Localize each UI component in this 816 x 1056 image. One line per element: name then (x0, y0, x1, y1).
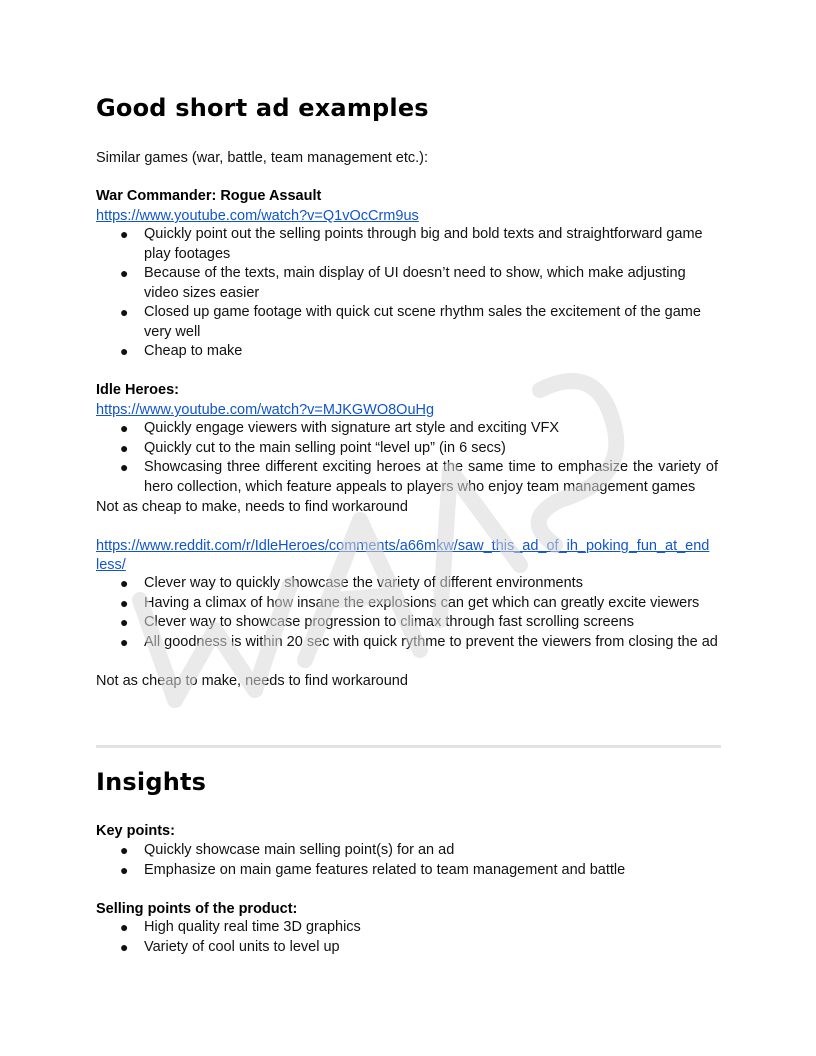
link-reddit-post[interactable]: https://www.reddit.com/r/IdleHeroes/comments/a66mkw/saw_this_ad_of_ih_poking_fun_at_end (96, 538, 710, 554)
bullet-icon: ● (120, 861, 129, 878)
bullet-icon: ● (120, 614, 129, 630)
list-item: ● Quickly point out the selling points through big and bold texts and straightforward game play footages (120, 226, 703, 262)
list-item: ● Quickly engage viewers with signature art style and exciting VFX (96, 419, 718, 439)
bullet-icon: ● (120, 265, 129, 281)
selling-points-title: Selling points of the product: (96, 901, 298, 917)
bullet-icon: ● (120, 459, 129, 475)
intro-text: Similar games (war, battle, team management etc.): (96, 150, 429, 166)
note-idle-heroes: Not as cheap to make, needs to find workaround (96, 499, 408, 515)
note-reddit: Not as cheap to make, needs to find workaround (96, 673, 408, 689)
list-item: ● Variety of cool units to level up (96, 938, 718, 958)
list-item: ● All goodness is within 20 sec with quick rythme to prevent the viewers from closing the ad (96, 633, 718, 653)
bullet-icon: ● (120, 938, 129, 955)
bullet-icon: ● (120, 304, 129, 320)
list-item: ● Clever way to showcase progression to climax through fast scrolling screens (96, 613, 718, 633)
list-item: ● Closed up game footage with quick cut scene rhythm sales the excitement of the game very well (120, 304, 701, 340)
link-idle-heroes-video[interactable]: https://www.youtube.com/watch?v=MJKGWO8OuHg (96, 402, 435, 418)
bullet-icon: ● (120, 343, 129, 359)
bullet-icon: ● (120, 842, 129, 858)
horizontal-divider (96, 745, 721, 748)
example-title-idle-heroes: Idle Heroes: (96, 382, 179, 398)
list-item: ● Clever way to quickly showcase the variety of different environments (96, 574, 718, 594)
list-item: ● Quickly cut to the main selling point “level up” (in 6 secs) (96, 439, 718, 459)
key-points-title: Key points: (96, 823, 175, 839)
link-war-commander-video[interactable]: https://www.youtube.com/watch?v=Q1vOcCrm9us (96, 208, 419, 224)
list-item: ● Emphasize on main game features related to team management and battle (96, 861, 718, 881)
bullet-list-key-points (96, 841, 718, 880)
list-item: ● Showcasing three different exciting heroes at the same time to emphasize the variety of hero collection, which feature appeals to players who enjoy team management games (120, 459, 718, 495)
list-item: ● High quality real time 3D graphics (96, 918, 718, 938)
list-item: ● Cheap to make (96, 342, 718, 362)
bullet-icon: ● (120, 420, 129, 436)
bullet-icon: ● (120, 226, 129, 242)
example-title-war-commander: War Commander: Rogue Assault (96, 188, 322, 204)
bullet-icon: ● (120, 575, 129, 591)
bullet-icon: ● (120, 919, 129, 935)
bullet-icon: ● (120, 439, 129, 456)
link-reddit-post-continued[interactable]: less/ (96, 557, 126, 573)
bullet-list-idle-heroes (96, 419, 718, 497)
bullet-icon: ● (120, 594, 129, 611)
bullet-list-war-commander (96, 225, 718, 362)
heading-insights: Insights (96, 768, 207, 796)
bullet-icon: ● (120, 633, 129, 650)
bullet-list-selling-points (96, 918, 718, 957)
bullet-list-reddit (96, 574, 718, 652)
list-item: ● Quickly showcase main selling point(s) for an ad (96, 841, 718, 861)
list-item: ● Because of the texts, main display of UI doesn’t need to show, which make adjusting video sizes easier (120, 265, 686, 301)
list-item: ● Having a climax of how insane the explosions can get which can greatly excite viewers (96, 594, 718, 614)
heading-good-short-ad-examples: Good short ad examples (96, 94, 429, 122)
